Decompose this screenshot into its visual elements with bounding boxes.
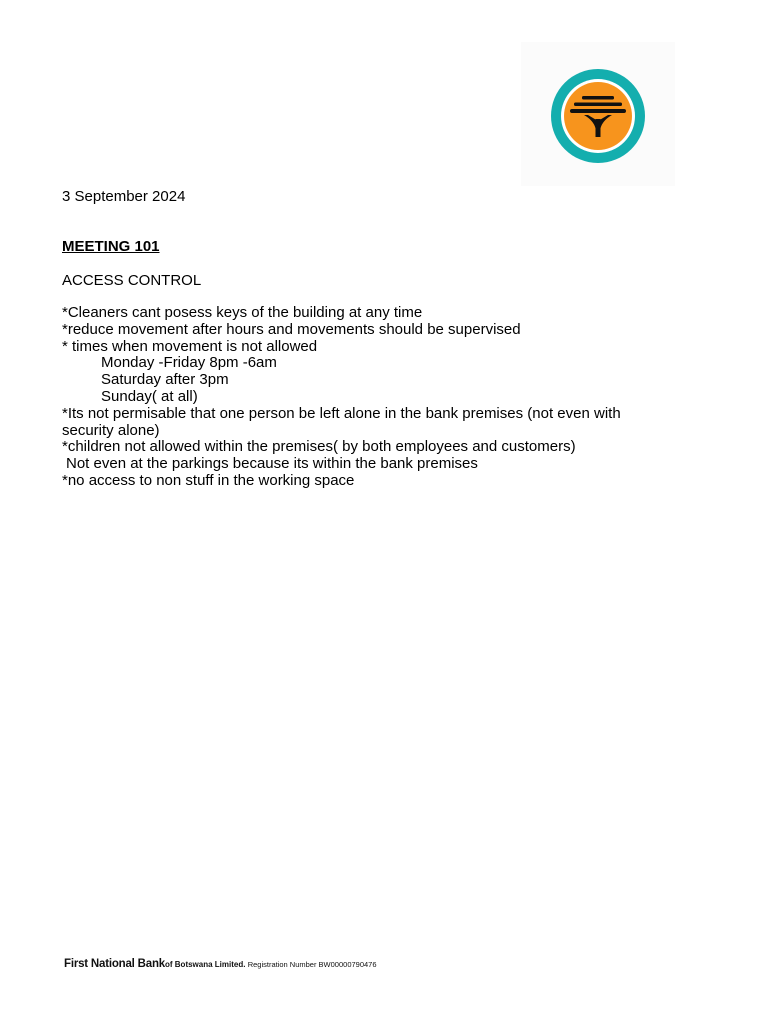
body-line: *children not allowed within the premises( by both employees and customers) [62, 438, 576, 456]
body-line: *reduce movement after hours and movements should be supervised [62, 320, 521, 338]
section-heading: ACCESS CONTROL [62, 272, 202, 289]
body-line: *Its not permisable that one person be left alone in the bank premises (not even with [62, 404, 621, 422]
footer-registration: Registration Number BW00000790476 [247, 960, 377, 969]
body-line-indented: Saturday after 3pm [101, 371, 229, 389]
logo-container [521, 42, 675, 186]
document-date: 3 September 2024 [62, 188, 186, 205]
document-footer [64, 957, 377, 972]
document-body [62, 305, 682, 490]
footer-entity: of Botswana Limited. [165, 960, 246, 969]
body-line-indented: Sunday( at all) [101, 387, 198, 405]
fnb-logo-icon [546, 67, 650, 165]
body-line: *Cleaners cant posess keys of the building at any time [62, 304, 423, 321]
body-line-indented: Monday -Friday 8pm -6am [101, 354, 277, 372]
footer-bank-name: First National Bank [64, 958, 165, 970]
body-line: * times when movement is not allowed [62, 337, 318, 355]
body-line: security alone) [62, 421, 160, 439]
document-title: MEETING 101 [62, 238, 160, 255]
body-line: Not even at the parkings because its within the bank premises [66, 455, 478, 473]
body-line: *no access to non stuff in the working space [62, 471, 355, 489]
